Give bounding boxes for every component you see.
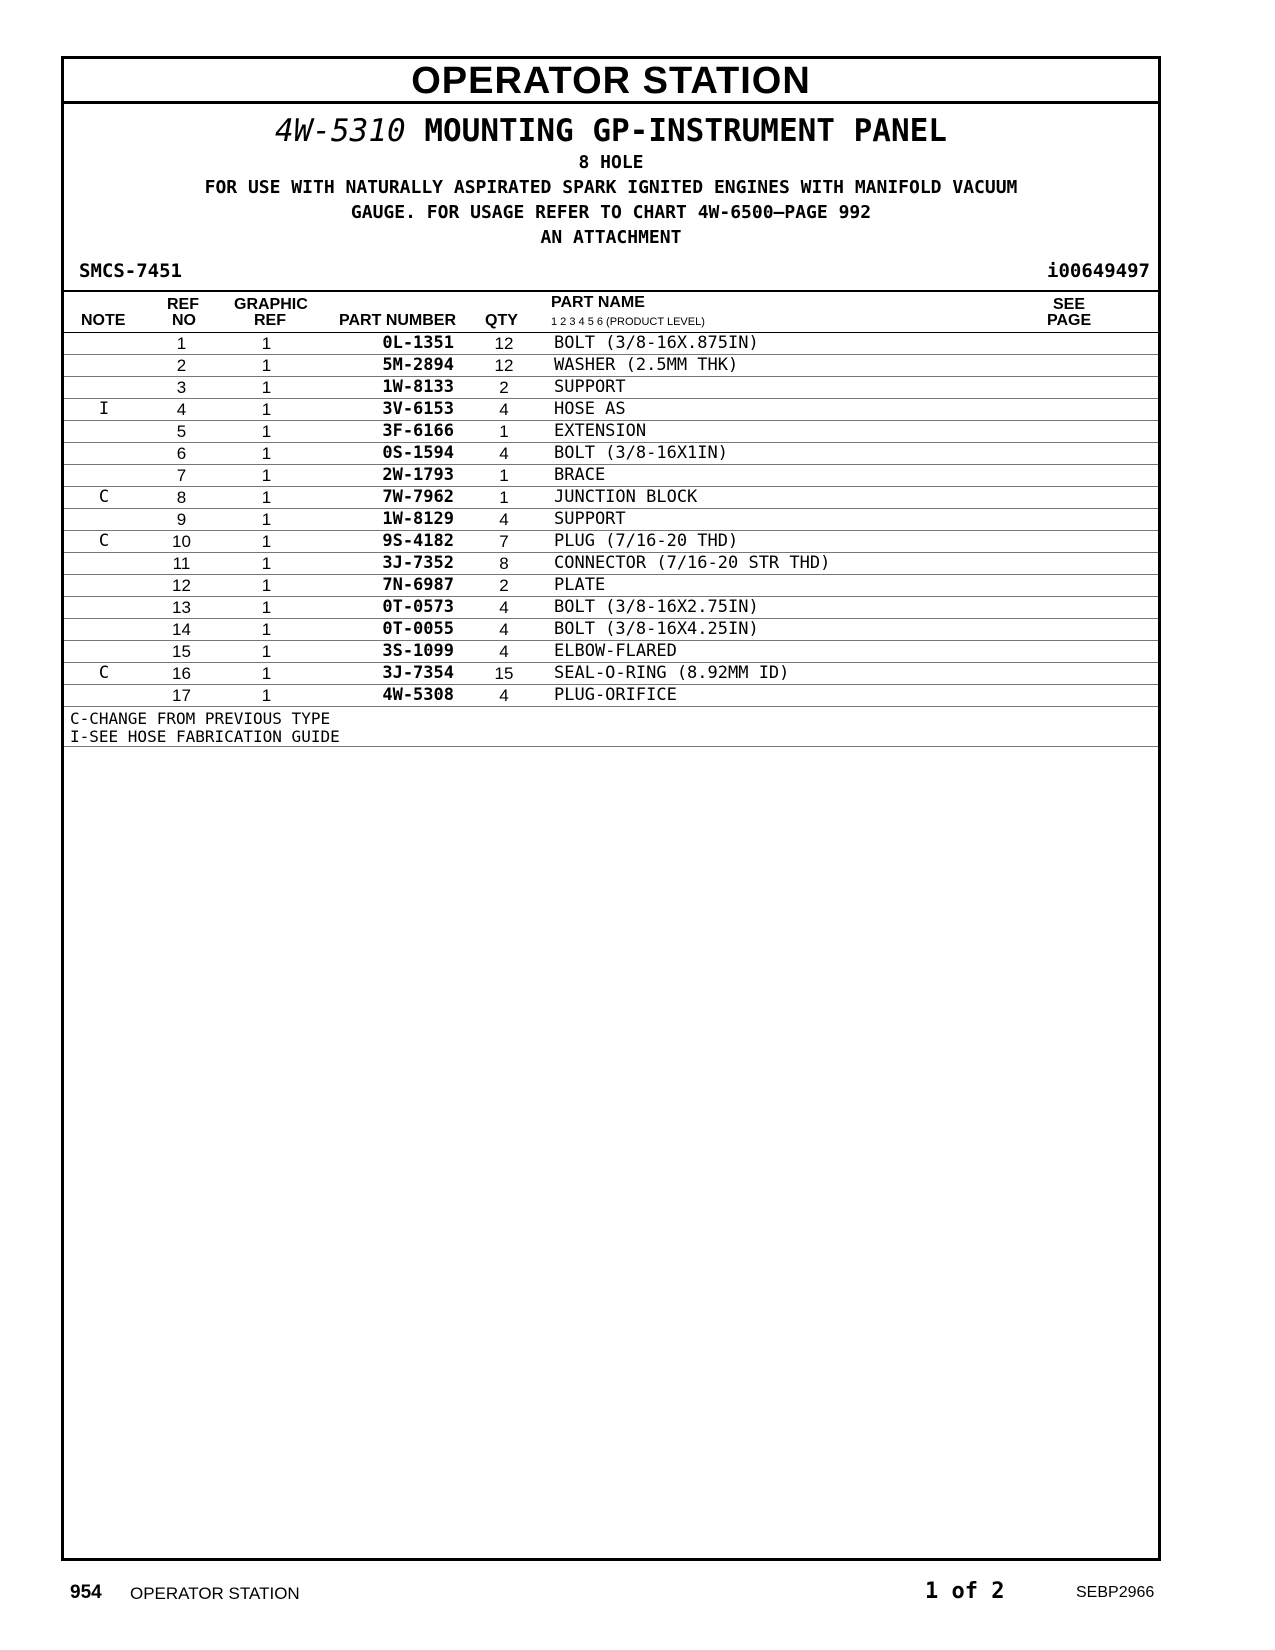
graphic-ref-cell: 1 — [219, 531, 314, 553]
part-number-cell: 1W-8129 — [314, 509, 454, 531]
graphic-ref-cell: 1 — [219, 509, 314, 531]
note-cell — [64, 355, 144, 377]
part-number-cell: 4W-5308 — [314, 685, 454, 707]
part-name-cell: BOLT (3/8-16X2.75IN) — [554, 597, 1158, 619]
graphic-ref-cell: 1 — [219, 685, 314, 707]
illustration-id: i00649497 — [1047, 260, 1150, 282]
ref-no-cell: 4 — [144, 399, 219, 421]
smcs-code: SMCS-7451 — [79, 260, 182, 282]
part-name-cell: SUPPORT — [554, 509, 1158, 531]
table-row — [64, 399, 1158, 421]
ref-no-cell: 5 — [144, 421, 219, 443]
ref-no-cell: 10 — [144, 531, 219, 553]
parts-page-frame — [61, 56, 1161, 1561]
qty-cell: 4 — [454, 641, 554, 663]
ref-no-cell: 7 — [144, 465, 219, 487]
qty-cell: 4 — [454, 597, 554, 619]
graphic-ref-cell: 1 — [219, 421, 314, 443]
ref-no-cell: 9 — [144, 509, 219, 531]
part-name-cell: JUNCTION BLOCK — [554, 487, 1158, 509]
part-name-cell: BOLT (3/8-16X4.25IN) — [554, 619, 1158, 641]
part-number-cell: 5M-2894 — [314, 355, 454, 377]
qty-cell: 2 — [454, 575, 554, 597]
header-see-page-top: SEE — [1053, 296, 1086, 313]
note-cell — [64, 575, 144, 597]
part-number-cell: 3J-7354 — [314, 663, 454, 685]
table-row — [64, 333, 1158, 355]
note-hose: I-SEE HOSE FABRICATION GUIDE — [70, 727, 340, 746]
part-number-cell: 9S-4182 — [314, 531, 454, 553]
part-number-cell: 3V-6153 — [314, 399, 454, 421]
qty-cell: 15 — [454, 663, 554, 685]
header-see-page-bottom: PAGE — [1047, 312, 1092, 329]
table-row — [64, 685, 1158, 707]
table-row — [64, 465, 1158, 487]
page-footer — [0, 1579, 1275, 1612]
table-header — [64, 292, 1158, 333]
part-name-cell: BOLT (3/8-16X1IN) — [554, 443, 1158, 465]
group-header — [64, 104, 1158, 250]
group-title — [64, 112, 1158, 150]
table-row — [64, 443, 1158, 465]
description-line: 8 HOLE — [578, 152, 644, 173]
part-name-cell: BOLT (3/8-16X.875IN) — [554, 333, 1158, 355]
table-row — [64, 619, 1158, 641]
header-part-number: PART NUMBER — [339, 312, 457, 329]
graphic-ref-cell: 1 — [219, 641, 314, 663]
note-change: C-CHANGE FROM PREVIOUS TYPE — [70, 709, 331, 728]
notes-legend — [64, 707, 1158, 747]
part-number-cell: 7N-6987 — [314, 575, 454, 597]
note-cell — [64, 443, 144, 465]
part-name-cell: WASHER (2.5MM THK) — [554, 355, 1158, 377]
ref-no-cell: 17 — [144, 685, 219, 707]
header-note: NOTE — [81, 312, 126, 329]
document-number: SEBP2966 — [1076, 1584, 1155, 1601]
header-product-level: 1 2 3 4 5 6 (PRODUCT LEVEL) — [551, 316, 705, 328]
table-row — [64, 597, 1158, 619]
qty-cell: 12 — [454, 333, 554, 355]
table-row — [64, 531, 1158, 553]
ref-no-cell: 11 — [144, 553, 219, 575]
qty-cell: 4 — [454, 619, 554, 641]
note-cell — [64, 641, 144, 663]
note-cell: C — [64, 531, 144, 553]
part-number-cell: 3F-6166 — [314, 421, 454, 443]
graphic-ref-cell: 1 — [219, 399, 314, 421]
header-qty: QTY — [485, 312, 518, 329]
group-part-number: 4W-5310 — [275, 113, 406, 149]
ref-no-cell: 8 — [144, 487, 219, 509]
table-row — [64, 553, 1158, 575]
group-name: MOUNTING GP-INSTRUMENT PANEL — [424, 113, 947, 149]
graphic-ref-cell: 1 — [219, 619, 314, 641]
ref-no-cell: 12 — [144, 575, 219, 597]
part-name-cell: BRACE — [554, 465, 1158, 487]
identifier-row — [64, 256, 1158, 292]
header-ref-no-top: REF — [167, 296, 199, 313]
note-cell — [64, 597, 144, 619]
note-cell — [64, 509, 144, 531]
qty-cell: 4 — [454, 399, 554, 421]
qty-cell: 1 — [454, 421, 554, 443]
graphic-ref-cell: 1 — [219, 575, 314, 597]
table-row — [64, 641, 1158, 663]
ref-no-cell: 14 — [144, 619, 219, 641]
graphic-ref-cell: 1 — [219, 333, 314, 355]
graphic-ref-cell: 1 — [219, 663, 314, 685]
part-number-cell: 0T-0055 — [314, 619, 454, 641]
header-ref-no-bottom: NO — [172, 312, 196, 329]
table-row — [64, 575, 1158, 597]
part-name-cell: SUPPORT — [554, 377, 1158, 399]
qty-cell: 4 — [454, 685, 554, 707]
part-name-cell: PLUG-ORIFICE — [554, 685, 1158, 707]
graphic-ref-cell: 1 — [219, 487, 314, 509]
note-cell — [64, 619, 144, 641]
part-name-cell: HOSE AS — [554, 399, 1158, 421]
note-cell: C — [64, 663, 144, 685]
table-row — [64, 487, 1158, 509]
graphic-ref-cell: 1 — [219, 553, 314, 575]
qty-cell: 8 — [454, 553, 554, 575]
note-cell — [64, 333, 144, 355]
note-cell — [64, 377, 144, 399]
table-row — [64, 421, 1158, 443]
part-number-cell: 2W-1793 — [314, 465, 454, 487]
qty-cell: 1 — [454, 487, 554, 509]
note-cell — [64, 553, 144, 575]
table-row — [64, 663, 1158, 685]
description-line: GAUGE. FOR USAGE REFER TO CHART 4W-6500—PAGE 992 — [350, 202, 872, 223]
note-cell — [64, 465, 144, 487]
page-number: 954 — [70, 1582, 102, 1603]
ref-no-cell: 6 — [144, 443, 219, 465]
graphic-ref-cell: 1 — [219, 355, 314, 377]
part-name-cell: CONNECTOR (7/16-20 STR THD) — [554, 553, 1158, 575]
part-number-cell: 3J-7352 — [314, 553, 454, 575]
part-name-cell: PLATE — [554, 575, 1158, 597]
ref-no-cell: 15 — [144, 641, 219, 663]
description-line: AN ATTACHMENT — [540, 227, 682, 248]
part-number-cell: 0S-1594 — [314, 443, 454, 465]
description-line: FOR USE WITH NATURALLY ASPIRATED SPARK IGNITED ENGINES WITH MANIFOLD VACUUM — [204, 177, 1018, 198]
graphic-ref-cell: 1 — [219, 465, 314, 487]
table-row — [64, 355, 1158, 377]
note-cell: C — [64, 487, 144, 509]
ref-no-cell: 1 — [144, 333, 219, 355]
part-name-cell: ELBOW-FLARED — [554, 641, 1158, 663]
graphic-ref-cell: 1 — [219, 597, 314, 619]
ref-no-cell: 3 — [144, 377, 219, 399]
header-graphic-ref-bottom: REF — [254, 312, 286, 329]
qty-cell: 12 — [454, 355, 554, 377]
part-name-cell: PLUG (7/16-20 THD) — [554, 531, 1158, 553]
part-number-cell: 0T-0573 — [314, 597, 454, 619]
part-number-cell: 0L-1351 — [314, 333, 454, 355]
page-of: 1 of 2 — [925, 1579, 1005, 1604]
header-graphic-ref-top: GRAPHIC — [234, 296, 308, 313]
qty-cell: 4 — [454, 509, 554, 531]
graphic-ref-cell: 1 — [219, 443, 314, 465]
part-number-cell: 7W-7962 — [314, 487, 454, 509]
section-title: OPERATOR STATION — [64, 59, 1158, 104]
note-cell — [64, 685, 144, 707]
table-row — [64, 509, 1158, 531]
footer-section: OPERATOR STATION — [130, 1584, 300, 1603]
graphic-ref-cell: 1 — [219, 377, 314, 399]
table-row — [64, 377, 1158, 399]
qty-cell: 7 — [454, 531, 554, 553]
qty-cell: 1 — [454, 465, 554, 487]
note-cell: I — [64, 399, 144, 421]
part-name-cell: EXTENSION — [554, 421, 1158, 443]
ref-no-cell: 13 — [144, 597, 219, 619]
part-number-cell: 3S-1099 — [314, 641, 454, 663]
note-cell — [64, 421, 144, 443]
ref-no-cell: 2 — [144, 355, 219, 377]
part-number-cell: 1W-8133 — [314, 377, 454, 399]
part-name-cell: SEAL-O-RING (8.92MM ID) — [554, 663, 1158, 685]
ref-no-cell: 16 — [144, 663, 219, 685]
header-part-name: PART NAME — [551, 294, 645, 311]
parts-table — [64, 333, 1158, 707]
qty-cell: 2 — [454, 377, 554, 399]
qty-cell: 4 — [454, 443, 554, 465]
